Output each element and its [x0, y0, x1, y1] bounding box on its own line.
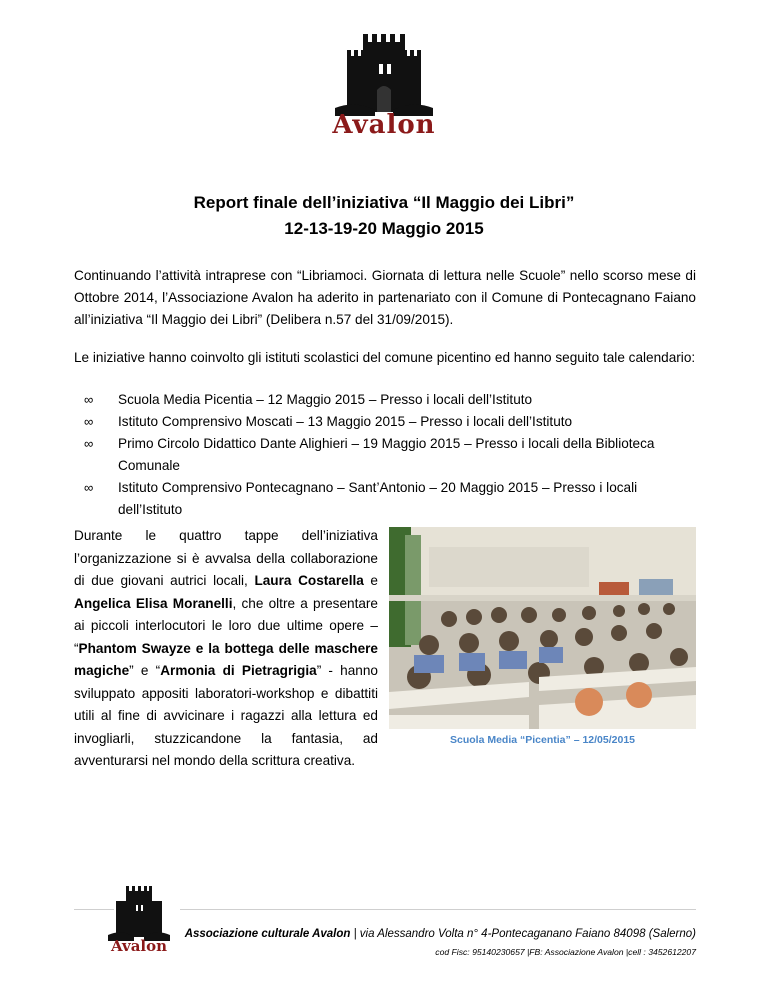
report-title-block [0, 190, 768, 242]
infinity-bullet-icon: ∞ [84, 480, 94, 495]
photo-caption: Scuola Media “Picentia” – 12/05/2015 [449, 734, 635, 746]
report-title: Report finale dell’iniziativa “Il Maggio dei Libri” [193, 193, 575, 212]
intro-paragraph: Continuando l’attività intraprese con “Libriamoci. Giornata di lettura nelle Scuole” nello scorso mese di Ottobre 2014, l’Associazione Avalon ha aderito in partenariato con il Comune di Pontecagnano Faiano all’iniziativa “Il Maggio dei Libri” (Delibera n.57 del 31/09/2015). [74, 268, 696, 327]
collaboration-paragraph: Durante le quattro tappe dell’iniziativa l’organizzazione si è avvalsa della collaborazione di due giovani autrici locali, Laura Costarella e Angelica Elisa Moranelli, che oltre a presentare ai piccoli interlocutori le loro due ultime opere – “Phantom Swayze e la bottega delle maschere magiche” e “Armonia di Pietragrigia” - hanno sviluppato appositi laboratori-workshop e dibattiti utili al fine di avvicinare i ragazzi alla lettura ed invogliarli, stuzzicandone la fantasia, ad avventurarsi nel mondo della scrittura creativa. [74, 528, 378, 768]
logo-wordmark: Avalon [332, 110, 436, 140]
author-name: Angelica Elisa Moranelli [74, 595, 233, 611]
calendar-list [74, 389, 694, 521]
book-title: Phantom Swayze e la bottega delle maschere magiche [74, 640, 378, 678]
infinity-bullet-icon: ∞ [84, 392, 94, 407]
author-name: Laura Costarella [254, 573, 364, 588]
calendar-item: ∞ Scuola Media Picentia – 12 Maggio 2015 – Presso i locali dell’Istituto [74, 389, 694, 411]
calendar-item: ∞ Istituto Comprensivo Pontecagnano – Sant’Antonio – 20 Maggio 2015 – Presso i locali dell’Istituto [74, 477, 694, 521]
book-title: Armonia di Pietragrigia [160, 663, 317, 678]
calendar-intro: Le iniziative hanno coinvolto gli istituti scolastici del comune picentino ed hanno seguito tale calendario: [74, 350, 696, 365]
footer-divider [180, 909, 696, 910]
avalon-logo-small [104, 883, 174, 957]
calendar-item: ∞ Istituto Comprensivo Moscati – 13 Maggio 2015 – Presso i locali dell’Istituto [74, 411, 694, 433]
infinity-bullet-icon: ∞ [84, 414, 94, 429]
footer-association: Associazione culturale Avalon | via Alessandro Volta n° 4-Pontecaganano Faiano 84098 (Salerno) [184, 928, 696, 940]
report-dates: 12-13-19-20 Maggio 2015 [284, 219, 484, 238]
classroom-photo [389, 527, 696, 729]
footer-details: cod Fisc: 95140230657 |FB: Associazione Avalon |cell : 3452612207 [435, 947, 696, 957]
infinity-bullet-icon: ∞ [84, 436, 94, 451]
logo-wordmark: Avalon [110, 937, 168, 955]
avalon-logo [325, 30, 443, 142]
calendar-item: ∞ Primo Circolo Didattico Dante Alighieri – 19 Maggio 2015 – Presso i locali della Biblioteca Comunale [74, 433, 694, 477]
